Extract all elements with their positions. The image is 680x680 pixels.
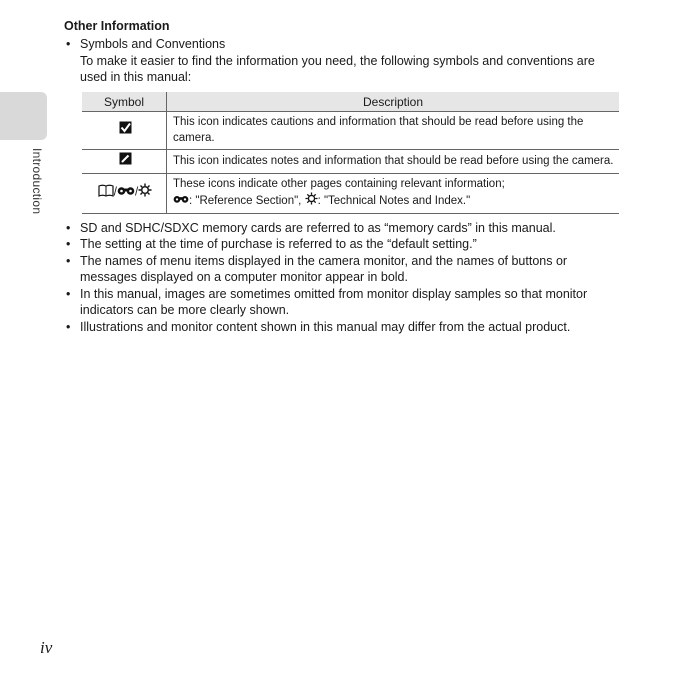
note-pencil-icon xyxy=(119,152,132,170)
bullet-text: Symbols and Conventions xyxy=(80,37,226,51)
list-item xyxy=(64,236,624,253)
page-number: iv xyxy=(40,638,53,657)
intro-list xyxy=(64,36,624,53)
list-item xyxy=(64,286,624,319)
reference-binoculars-icon xyxy=(117,184,135,201)
list-item xyxy=(64,319,624,336)
bullet-text: SD and SDHC/SDXC memory cards are referred to as “memory cards” in this manual. xyxy=(80,220,556,235)
bullet-icon: • xyxy=(66,37,71,51)
symbol-cell xyxy=(82,111,167,149)
section-title: Other Information xyxy=(64,19,170,33)
bullet-icon: • xyxy=(66,319,71,334)
slash-separator: / xyxy=(113,186,117,199)
symbol-cell xyxy=(82,173,167,213)
chapter-tab xyxy=(0,92,47,140)
slash-separator: / xyxy=(135,186,139,199)
chapter-label: Introduction xyxy=(30,148,44,215)
bullet-text: The names of menu items displayed in the camera monitor, and the names of buttons or messages displayed on a computer monitor appear in bold. xyxy=(80,253,568,284)
description-column-header: Description xyxy=(167,92,620,112)
bullet-icon: • xyxy=(66,253,71,268)
book-page-icon xyxy=(98,184,114,202)
table-header-row xyxy=(82,92,619,112)
reference-binoculars-icon xyxy=(173,193,189,209)
conventions-table xyxy=(82,92,619,214)
description-cell xyxy=(167,173,620,213)
conventions-list xyxy=(64,220,624,336)
bullet-text: Illustrations and monitor content shown in this manual may differ from the actual product. xyxy=(80,319,571,334)
table-row xyxy=(82,173,619,213)
description-line xyxy=(173,192,615,210)
list-item xyxy=(64,36,624,53)
page-content xyxy=(64,19,624,335)
technical-notes-icon xyxy=(305,192,318,210)
reference-section-label: : "Reference Section", xyxy=(189,194,305,207)
bullet-icon: • xyxy=(66,286,71,301)
bullet-icon: • xyxy=(66,237,71,251)
technical-notes-icon xyxy=(138,183,152,202)
caution-checkmark-icon xyxy=(119,121,132,139)
symbol-column-header: Symbol xyxy=(82,92,167,112)
bullet-text: In this manual, images are sometimes omitted from monitor display samples so that monitor indicators can be more clearly shown. xyxy=(80,286,588,317)
table-row xyxy=(82,149,619,173)
bullet-text: The setting at the time of purchase is referred to as the “default setting.” xyxy=(80,237,477,251)
list-item xyxy=(64,220,624,237)
list-item xyxy=(64,253,624,286)
bullet-icon: • xyxy=(66,220,71,235)
description-cell: This icon indicates notes and information that should be read before using the camera. xyxy=(167,149,620,173)
table-row xyxy=(82,111,619,149)
description-line: These icons indicate other pages containing relevant information; xyxy=(173,177,505,190)
description-cell: This icon indicates cautions and information that should be read before using the camera. xyxy=(167,111,620,149)
intro-paragraph: To make it easier to find the information you need, the following symbols and conventions are used in this manual: xyxy=(80,53,595,84)
technical-notes-label: : "Technical Notes and Index." xyxy=(317,194,471,207)
symbol-cell xyxy=(82,149,167,173)
